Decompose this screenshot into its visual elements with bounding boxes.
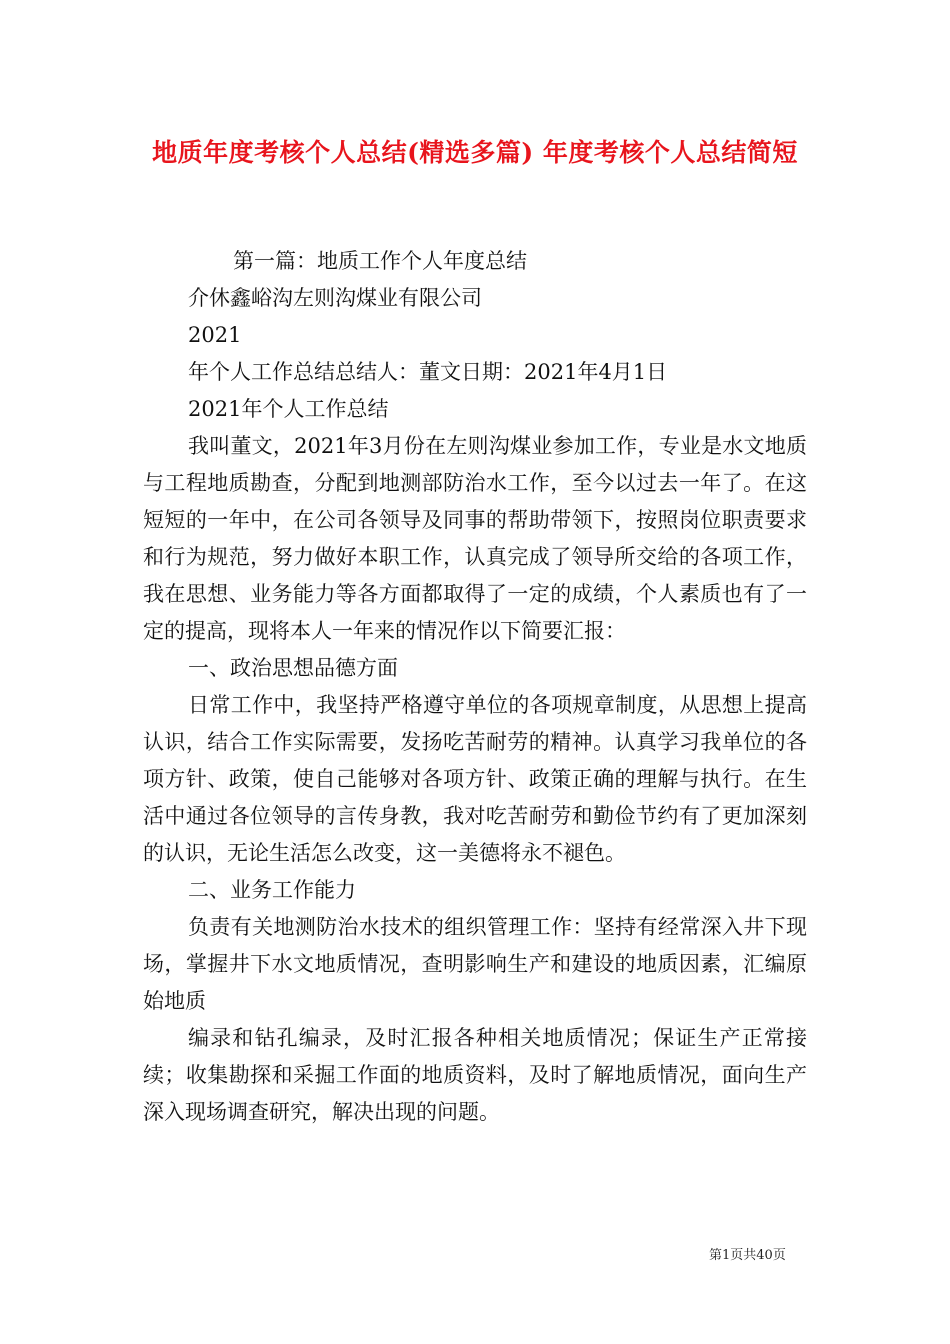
year-line: 2021 [188, 323, 242, 347]
heading-politics: 一、政治思想品德方面 [188, 656, 398, 680]
heading-work: 二、业务工作能力 [188, 878, 356, 902]
politics-paragraph: 日常工作中，我坚持严格遵守单位的各项规章制度，从思想上提高认识，结合工作实际需要，发扬吃苦耐劳的精神。认真学习我单位的各项方针、政策，使自己能够对各项方针、政策正确的理解与执行。在生活中通过各位领导的言传身教，我对吃苦耐劳和勤俭节约有了更加深刻的认识，无论生活怎么改变，这一美德将永不褪色。 [143, 693, 807, 865]
summary-meta: 年个人工作总结总结人：董文日期：2021年4月1日 [188, 360, 668, 384]
work-paragraph-1: 负责有关地测防治水技术的组织管理工作：坚持有经常深入井下现场，掌握井下水文地质情况，查明影响生产和建设的地质因素，汇编原始地质 [143, 915, 807, 1013]
document-title: 地质年度考核个人总结(精选多篇) 年度考核个人总结简短 [152, 138, 798, 167]
work-paragraph-2: 编录和钻孔编录，及时汇报各种相关地质情况；保证生产正常接续；收集勘探和采掘工作面的地质资料，及时了解地质情况，面向生产深入现场调查研究，解决出现的问题。 [143, 1026, 807, 1124]
company-name: 介休鑫峪沟左则沟煤业有限公司 [188, 286, 482, 310]
intro-paragraph: 我叫董文，2021年3月份在左则沟煤业参加工作，专业是水文地质与工程地质勘查，分配到地测部防治水工作，至今以过去一年了。在这短短的一年中，在公司各领导及同事的帮助带领下，按照岗位职责要求和行为规范，努力做好本职工作，认真完成了领导所交给的各项工作，我在思想、业务能力等各方面都取得了一定的成绩，个人素质也有了一定的提高，现将本人一年来的情况作以下简要汇报： [143, 434, 807, 643]
document-body [143, 243, 807, 1131]
section-heading: 第一篇：地质工作个人年度总结 [233, 249, 527, 273]
summary-title: 2021年个人工作总结 [188, 397, 389, 421]
page-number: 第1页共40页 [709, 1248, 786, 1263]
